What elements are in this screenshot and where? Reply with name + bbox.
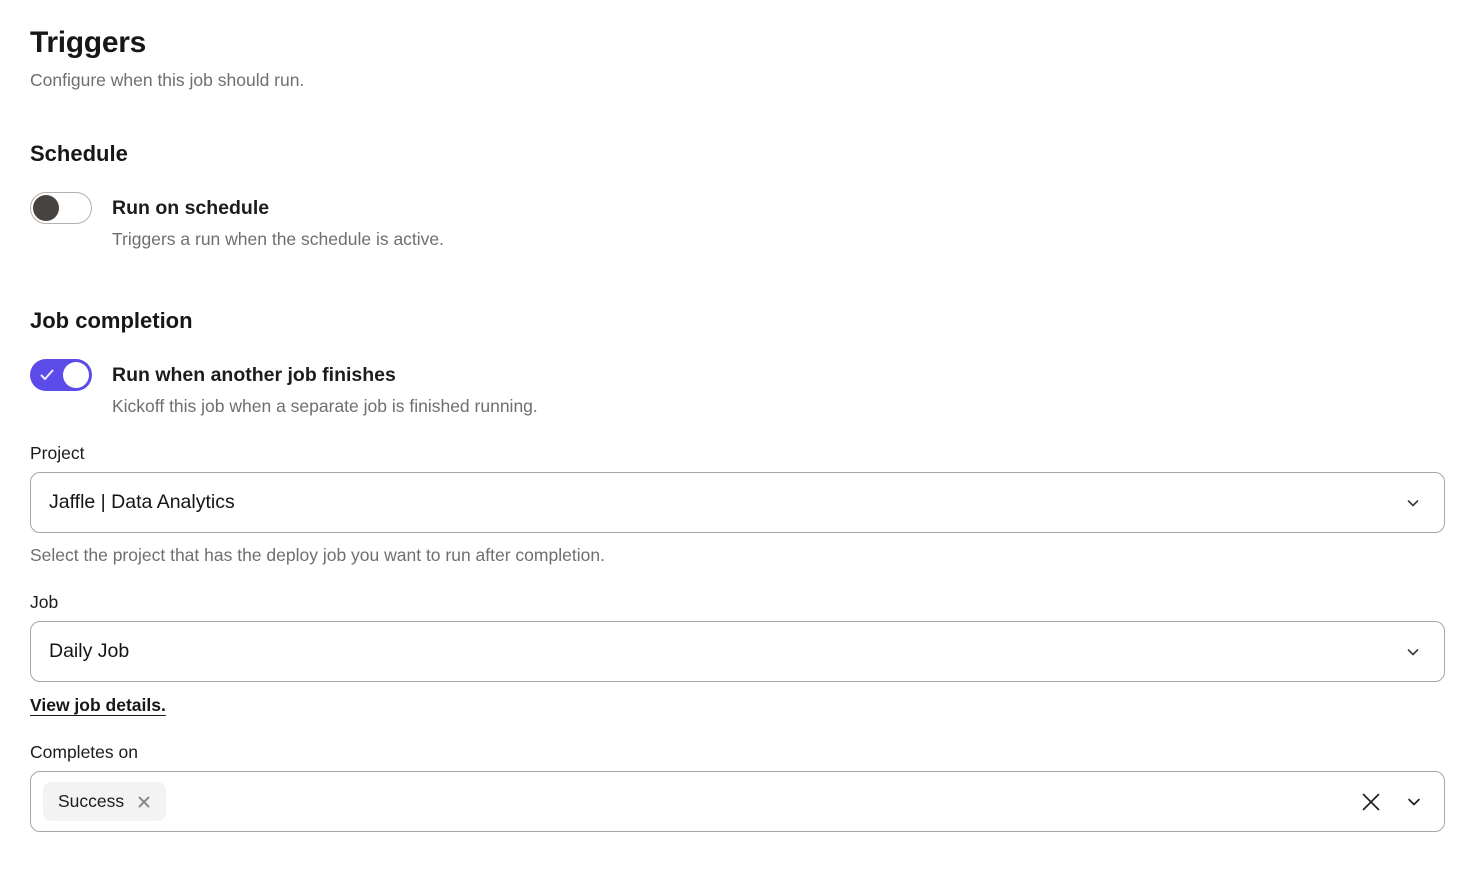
chevron-down-icon[interactable] [1404,792,1424,812]
chevron-down-icon [1404,643,1422,661]
run-on-schedule-toggle[interactable] [30,192,92,224]
page-subtitle: Configure when this job should run. [30,70,305,90]
project-field-help: Select the project that has the deploy job you want to run after completion. [30,545,605,565]
toggle-knob [33,195,59,221]
check-icon [38,366,56,384]
run-on-schedule-row [30,192,1445,250]
close-icon[interactable] [137,795,151,809]
run-on-schedule-text [112,192,444,250]
run-when-job-finishes-toggle[interactable] [30,359,92,391]
chip-label: Success [58,791,125,811]
run-when-job-finishes-row [30,359,1445,417]
clear-icon[interactable] [1358,789,1384,815]
completes-on-chip-area [43,782,166,821]
chevron-down-icon [1404,494,1422,512]
project-select-value: Jaffle | Data Analytics [49,491,235,513]
run-when-job-finishes-text [112,359,538,417]
page-title: Triggers [30,26,146,59]
job-select-value: Daily Job [49,640,130,662]
job-field-label: Job [30,592,59,612]
job-select[interactable] [30,621,1445,682]
run-on-schedule-description: Triggers a run when the schedule is active. [112,229,445,249]
view-job-details-link[interactable]: View job details. [30,695,166,715]
completes-on-multiselect[interactable] [30,771,1445,832]
job-completion-section-heading: Job completion [30,308,193,333]
project-field-label: Project [30,443,85,463]
completes-on-field-label: Completes on [30,742,138,762]
multiselect-controls [1358,789,1424,815]
schedule-section-heading: Schedule [30,141,128,166]
run-when-job-finishes-label: Run when another job finishes [112,364,396,386]
project-select[interactable] [30,472,1445,533]
run-on-schedule-label: Run on schedule [112,197,270,219]
toggle-knob [63,362,89,388]
selected-status-chip [43,782,166,821]
run-when-job-finishes-description: Kickoff this job when a separate job is finished running. [112,396,538,416]
